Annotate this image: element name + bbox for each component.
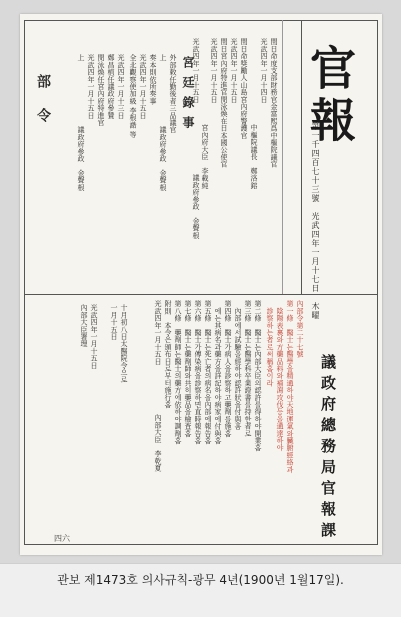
ordinance-article: 內部에서試驗을經하야認許狀을付與홈 — [234, 300, 242, 430]
issue-line: 第一千四百七十三號 光武四年一月十七日 木曜 — [311, 122, 320, 320]
ordinance-article: 에는其病名과藥方을詳記하야病家에付與홈 — [214, 300, 222, 444]
ordinance-article: 第五條 醫士는死亡者의病名을內部에報告홈 — [204, 300, 212, 444]
notice-column: 全北觀察使加級 李根澔 等 — [129, 54, 137, 139]
bottom-rule — [24, 544, 378, 545]
section-ordinance-heading: 部令 — [35, 74, 51, 142]
notice-column: 中樞院議長 鄭洛鎔 — [250, 124, 258, 189]
notice-column: 上 議政府參政 金聲根 — [159, 54, 167, 191]
ordinance-number: 內部令第二十七號 — [296, 300, 304, 358]
notice-column: 光武四年一月十五日 — [210, 38, 218, 103]
ordinance-article-red: 第一條 醫士는醫學을精通하야天地運氣와臟腑經絡과 — [286, 300, 294, 473]
notice-column: 議政府參政 金聲根 — [192, 174, 200, 239]
ordinance-article: 第四條 醫士가病人을診察하고藥劑를施홈 — [224, 300, 232, 437]
masthead-divider — [301, 20, 302, 294]
page-number: 四六 — [54, 534, 70, 543]
notice-column: 一月十五日 — [110, 304, 118, 340]
masthead-divider-2 — [282, 20, 283, 294]
notice-column: 外部敕任勤後者三品議官 — [169, 54, 177, 134]
ordinance-article: 第六條 醫士가傳染病을診察하면直時報告홈 — [194, 300, 202, 444]
notice-column: 光武四年一月十五日 — [90, 304, 98, 369]
masthead-title: 官報 — [303, 44, 357, 148]
ordinance-article: 第七條 醫士는藥劑師와共히藥品을檢査홈 — [184, 300, 192, 437]
notice-column: 十月初八日太醫院令으로 — [120, 304, 128, 384]
ordinance-article-red: 陰陽表裏와方藥品料와補瀉攻伐등을通達하야 — [276, 300, 284, 452]
right-rule — [377, 20, 378, 545]
notice-column: 光武四年一月十五日 — [87, 54, 95, 119]
top-rule — [24, 20, 378, 21]
notice-column: 上 議政府參政 金聲根 — [77, 54, 85, 191]
notice-column: 鄭昌植任議政府參贊 — [107, 54, 115, 119]
notice-column: 光武四年一月十三日 — [117, 54, 125, 119]
notice-column: 光武四年一月十五日 — [230, 38, 238, 103]
ordinance-article: 第八條 藥劑師는醫士의藥方에依하야調劑홈 — [174, 300, 182, 444]
ordinance-article: 附則 本令은頒布日로부터施行홈 — [164, 300, 172, 408]
section-palace-heading: 宮廷錄事 — [181, 56, 195, 136]
gazette-page — [20, 14, 382, 555]
notice-column: 光武四年一月十五日 — [139, 54, 147, 119]
image-caption: 관보 제1473호 의사규칙-광무 4년(1900년 1월17일). — [57, 573, 344, 587]
notice-column: 閏日命獎勵人山島宮內府警護官 — [240, 38, 248, 139]
left-rule — [24, 20, 25, 545]
notice-column: 光武四年一月十四日 — [260, 38, 268, 103]
ordinance-signatory: 內部大臣 李乾夏 — [154, 414, 162, 472]
ordinance-article: 第二條 醫士는內部大臣의認許를得하야開業홈 — [254, 300, 262, 452]
notice-column: 宮內府大臣 李載純 — [201, 124, 209, 189]
notice-column: 閏日命度支部財務官金富熙爲中樞院議官 — [270, 38, 278, 168]
notice-column: 光武四年一月十五日 — [192, 38, 200, 103]
ordinance-article-red: 診察하는者로써稱홈이라 — [266, 300, 274, 387]
horizontal-divider — [24, 294, 378, 295]
ordinance-date: 光武四年一月十五日 — [154, 300, 162, 365]
notice-column: 奏本則依所奏事 — [149, 54, 157, 105]
notice-column: 內部大臣署理 — [80, 304, 88, 348]
notice-column: 閏日宮內府特進官閔泳煥在日本國公使官 — [220, 38, 228, 168]
notice-column: 閔泳煥任宮內府特進官 — [97, 54, 105, 126]
ordinance-article: 第三條 醫士는醫學科卒業證書를持한者로 — [244, 300, 252, 437]
publisher-name: 議政府總務局官報課 — [319, 354, 337, 543]
